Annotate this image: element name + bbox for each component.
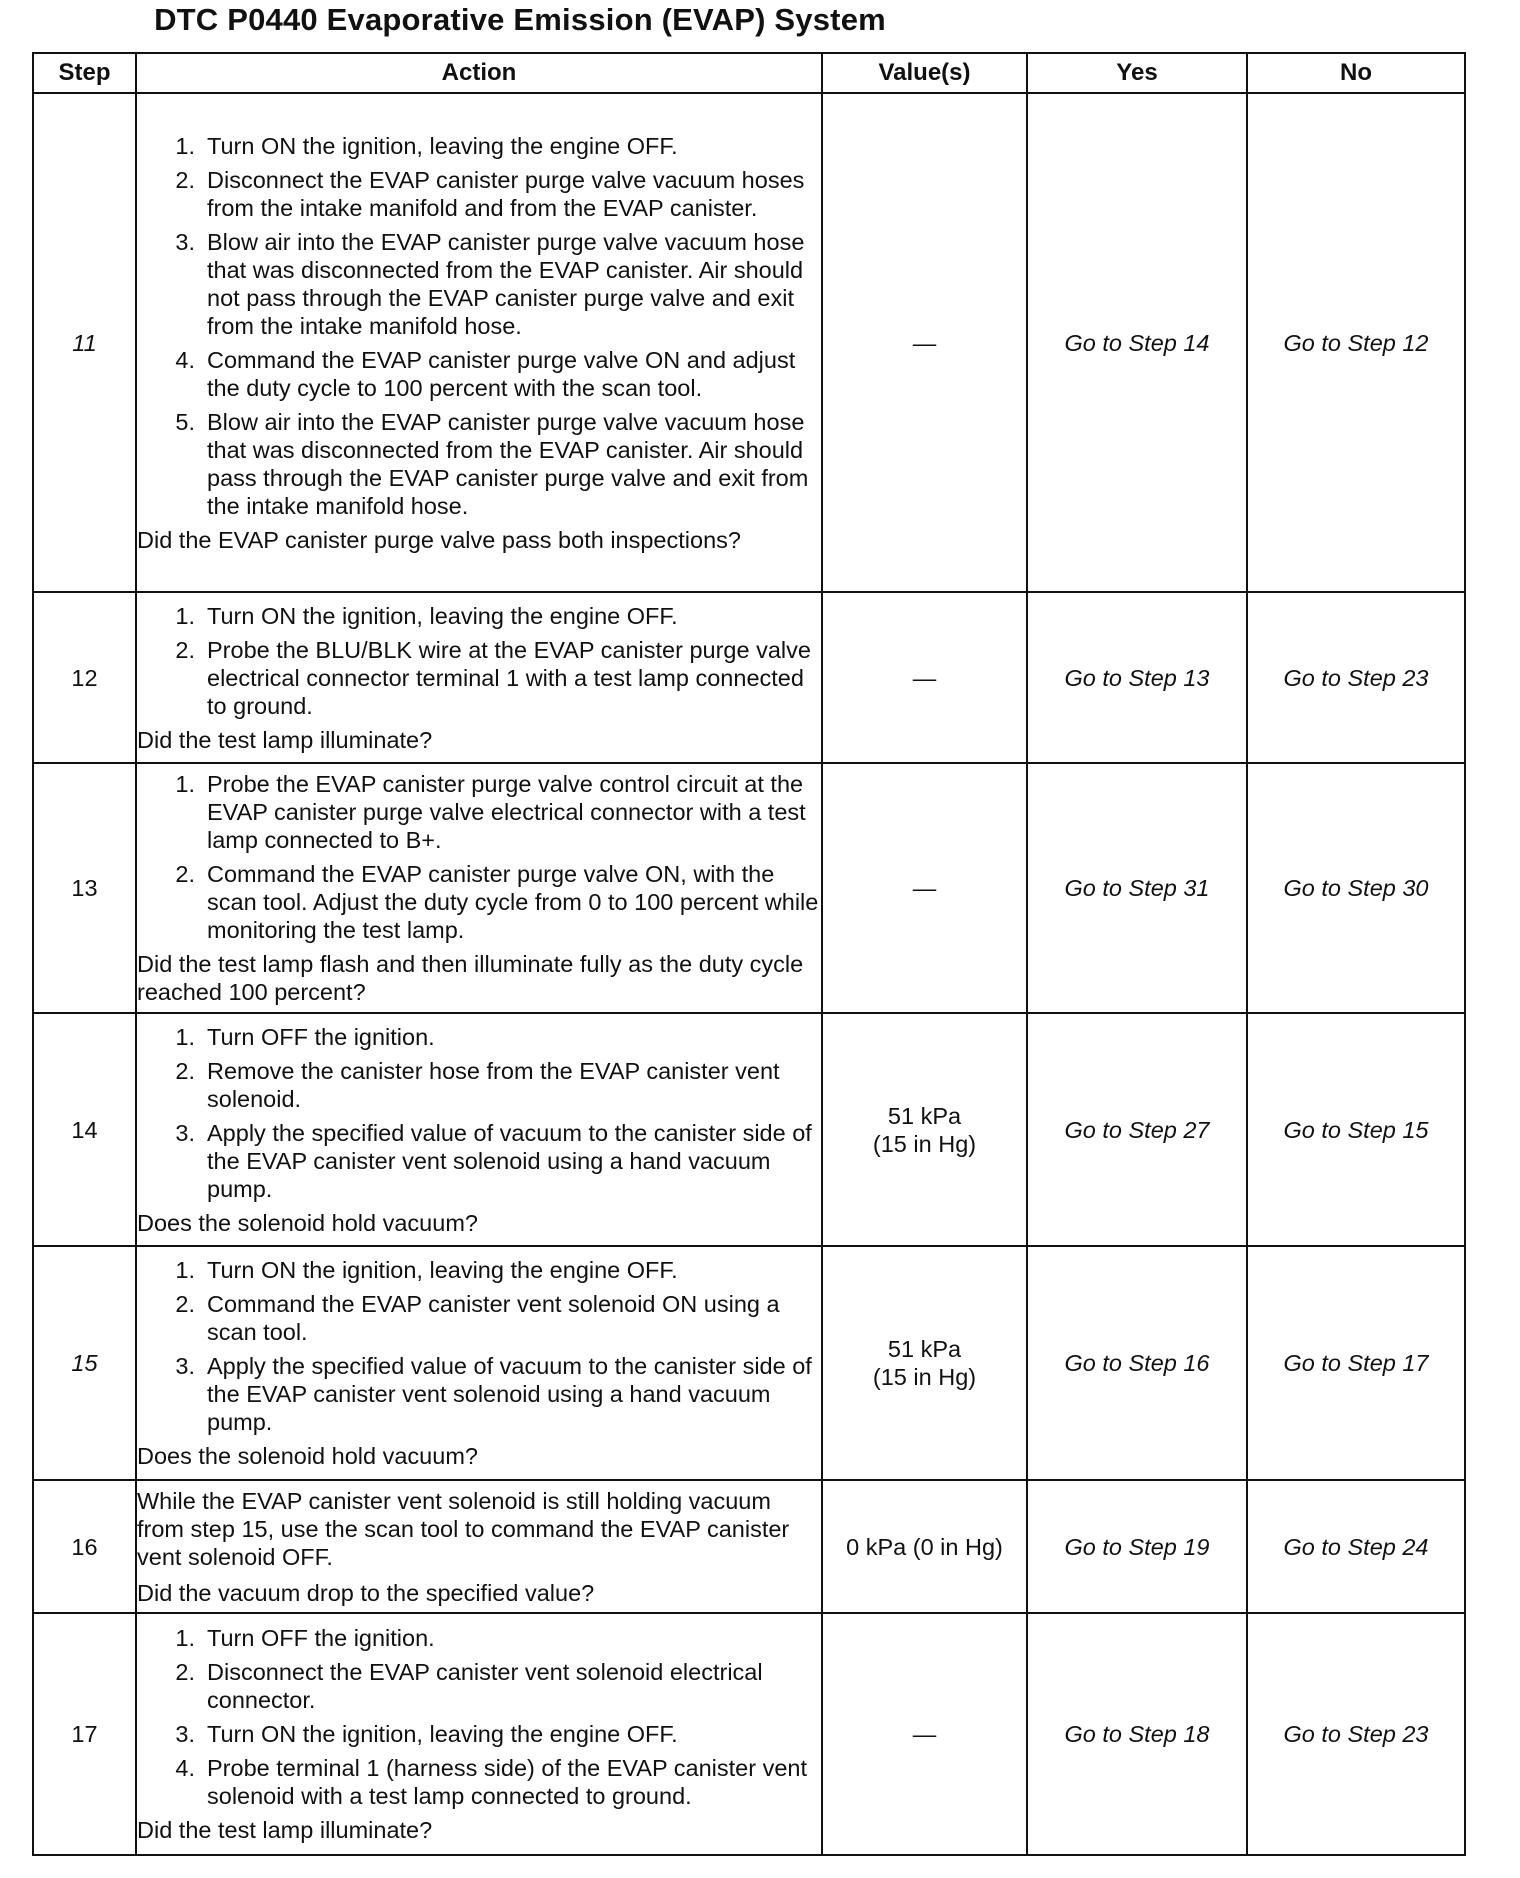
action-step: 1. Turn ON the ignition, leaving the engine OFF. (175, 132, 678, 159)
action-question: Did the vacuum drop to the specified value? (137, 1579, 595, 1606)
action-question: Did the test lamp illuminate? (137, 1817, 433, 1843)
no-cell: Go to Step 15 (1247, 1013, 1465, 1246)
action-step: 4. Probe terminal 1 (harness side) of the EVAP canister vent solenoid with a test lamp connected to ground. (175, 1755, 807, 1809)
no-cell: Go to Step 23 (1247, 1613, 1465, 1855)
value-cell: — (822, 763, 1027, 1013)
step-number: 12 (33, 592, 136, 763)
action-question: Did the EVAP canister purge valve pass both inspections? (137, 526, 741, 553)
action-step: 2. Command the EVAP canister vent solenoid ON using a scan tool. (175, 1291, 780, 1345)
no-cell: Go to Step 24 (1247, 1480, 1465, 1613)
action-step: 3. Turn ON the ignition, leaving the engine OFF. (175, 1721, 678, 1747)
action-step: 5. Blow air into the EVAP canister purge valve vacuum hose that was disconnected from the EVAP canister. Air should pass through the EVAP canister purge valve and exit from the intake manifold hose. (175, 408, 809, 519)
action-steps (137, 1624, 821, 1810)
table-row (33, 93, 1465, 592)
action-question: Did the test lamp illuminate? (137, 726, 433, 753)
no-cell: Go to Step 12 (1247, 93, 1465, 592)
action-cell (136, 1013, 822, 1246)
action-text: While the EVAP canister vent solenoid is still holding vacuum from step 15, use the scan tool to command the EVAP canister vent solenoid OFF. (137, 1487, 790, 1570)
value-line: 51 kPa (887, 1336, 962, 1362)
header-no: No (1247, 53, 1465, 93)
action-cell (136, 1246, 822, 1480)
diagnostic-table (32, 52, 1466, 1856)
table-row (33, 592, 1465, 763)
yes-cell: Go to Step 13 (1027, 592, 1247, 763)
yes-cell: Go to Step 27 (1027, 1013, 1247, 1246)
header-values: Value(s) (822, 53, 1027, 93)
yes-cell: Go to Step 19 (1027, 1480, 1247, 1613)
yes-cell: Go to Step 14 (1027, 93, 1247, 592)
action-steps (137, 602, 821, 720)
action-step: 3. Blow air into the EVAP canister purge valve vacuum hose that was disconnected from the EVAP canister. Air should not pass through the EVAP canister purge valve and exit from the intake manifold hose. (175, 228, 805, 339)
action-step: 1. Probe the EVAP canister purge valve control circuit at the EVAP canister purge valve electrical connector with a test lamp connected to B+. (175, 771, 806, 853)
action-cell (136, 592, 822, 763)
action-steps (137, 132, 821, 520)
value-cell: — (822, 1613, 1027, 1855)
action-step: 1. Turn ON the ignition, leaving the engine OFF. (175, 1257, 678, 1283)
table-row (33, 1480, 1465, 1613)
action-step: 2. Command the EVAP canister purge valve ON, with the scan tool. Adjust the duty cycle from 0 to 100 percent while monitoring the test lamp. (175, 861, 819, 943)
action-steps (137, 1256, 821, 1436)
action-step: 3. Apply the specified value of vacuum to the canister side of the EVAP canister vent solenoid using a hand vacuum pump. (175, 1119, 812, 1202)
action-steps (137, 770, 821, 944)
action-cell (136, 763, 822, 1013)
action-cell (136, 1480, 822, 1613)
header-yes: Yes (1027, 53, 1247, 93)
value-line: (15 in Hg) (872, 1364, 977, 1390)
action-step: 2. Disconnect the EVAP canister purge valve vacuum hoses from the intake manifold and from the EVAP canister. (175, 166, 805, 221)
table-header-row (33, 53, 1465, 93)
action-steps (137, 1023, 821, 1203)
yes-cell: Go to Step 16 (1027, 1246, 1247, 1480)
value-cell (822, 1246, 1027, 1480)
action-cell (136, 1613, 822, 1855)
action-question: Did the test lamp flash and then illuminate fully as the duty cycle reached 100 percent? (137, 951, 804, 1005)
page-title: DTC P0440 Evaporative Emission (EVAP) System (154, 2, 886, 37)
action-cell (136, 93, 822, 592)
table-row (33, 763, 1465, 1013)
action-step: 1. Turn ON the ignition, leaving the engine OFF. (175, 602, 678, 629)
table-row (33, 1246, 1465, 1480)
table-row (33, 1013, 1465, 1246)
step-number: 11 (33, 93, 136, 592)
yes-cell: Go to Step 18 (1027, 1613, 1247, 1855)
action-step: 2. Probe the BLU/BLK wire at the EVAP canister purge valve electrical connector terminal 1 with a test lamp connected to ground. (175, 636, 811, 719)
no-cell: Go to Step 17 (1247, 1246, 1465, 1480)
header-action: Action (136, 53, 822, 93)
action-step: 2. Disconnect the EVAP canister vent solenoid electrical connector. (175, 1659, 763, 1713)
action-step: 2. Remove the canister hose from the EVAP canister vent solenoid. (175, 1057, 780, 1112)
step-number: 16 (33, 1480, 136, 1613)
value-line: 51 kPa (887, 1102, 962, 1129)
value-line: (15 in Hg) (872, 1130, 977, 1157)
yes-cell: Go to Step 31 (1027, 763, 1247, 1013)
step-number: 14 (33, 1013, 136, 1246)
value-cell (822, 1013, 1027, 1246)
header-step: Step (33, 53, 136, 93)
step-number: 17 (33, 1613, 136, 1855)
value-cell: 0 kPa (0 in Hg) (822, 1480, 1027, 1613)
step-number: 15 (33, 1246, 136, 1480)
value-cell: — (822, 592, 1027, 763)
action-step: 1. Turn OFF the ignition. (175, 1023, 435, 1050)
no-cell: Go to Step 30 (1247, 763, 1465, 1013)
value-cell: — (822, 93, 1027, 592)
step-number: 13 (33, 763, 136, 1013)
action-step: 1. Turn OFF the ignition. (175, 1625, 435, 1651)
no-cell: Go to Step 23 (1247, 592, 1465, 763)
action-step: 3. Apply the specified value of vacuum to the canister side of the EVAP canister vent solenoid using a hand vacuum pump. (175, 1353, 812, 1435)
table-row (33, 1613, 1465, 1855)
action-question: Does the solenoid hold vacuum? (137, 1209, 478, 1236)
action-step: 4. Command the EVAP canister purge valve ON and adjust the duty cycle to 100 percent with the scan tool. (175, 346, 796, 401)
action-question: Does the solenoid hold vacuum? (137, 1443, 478, 1469)
